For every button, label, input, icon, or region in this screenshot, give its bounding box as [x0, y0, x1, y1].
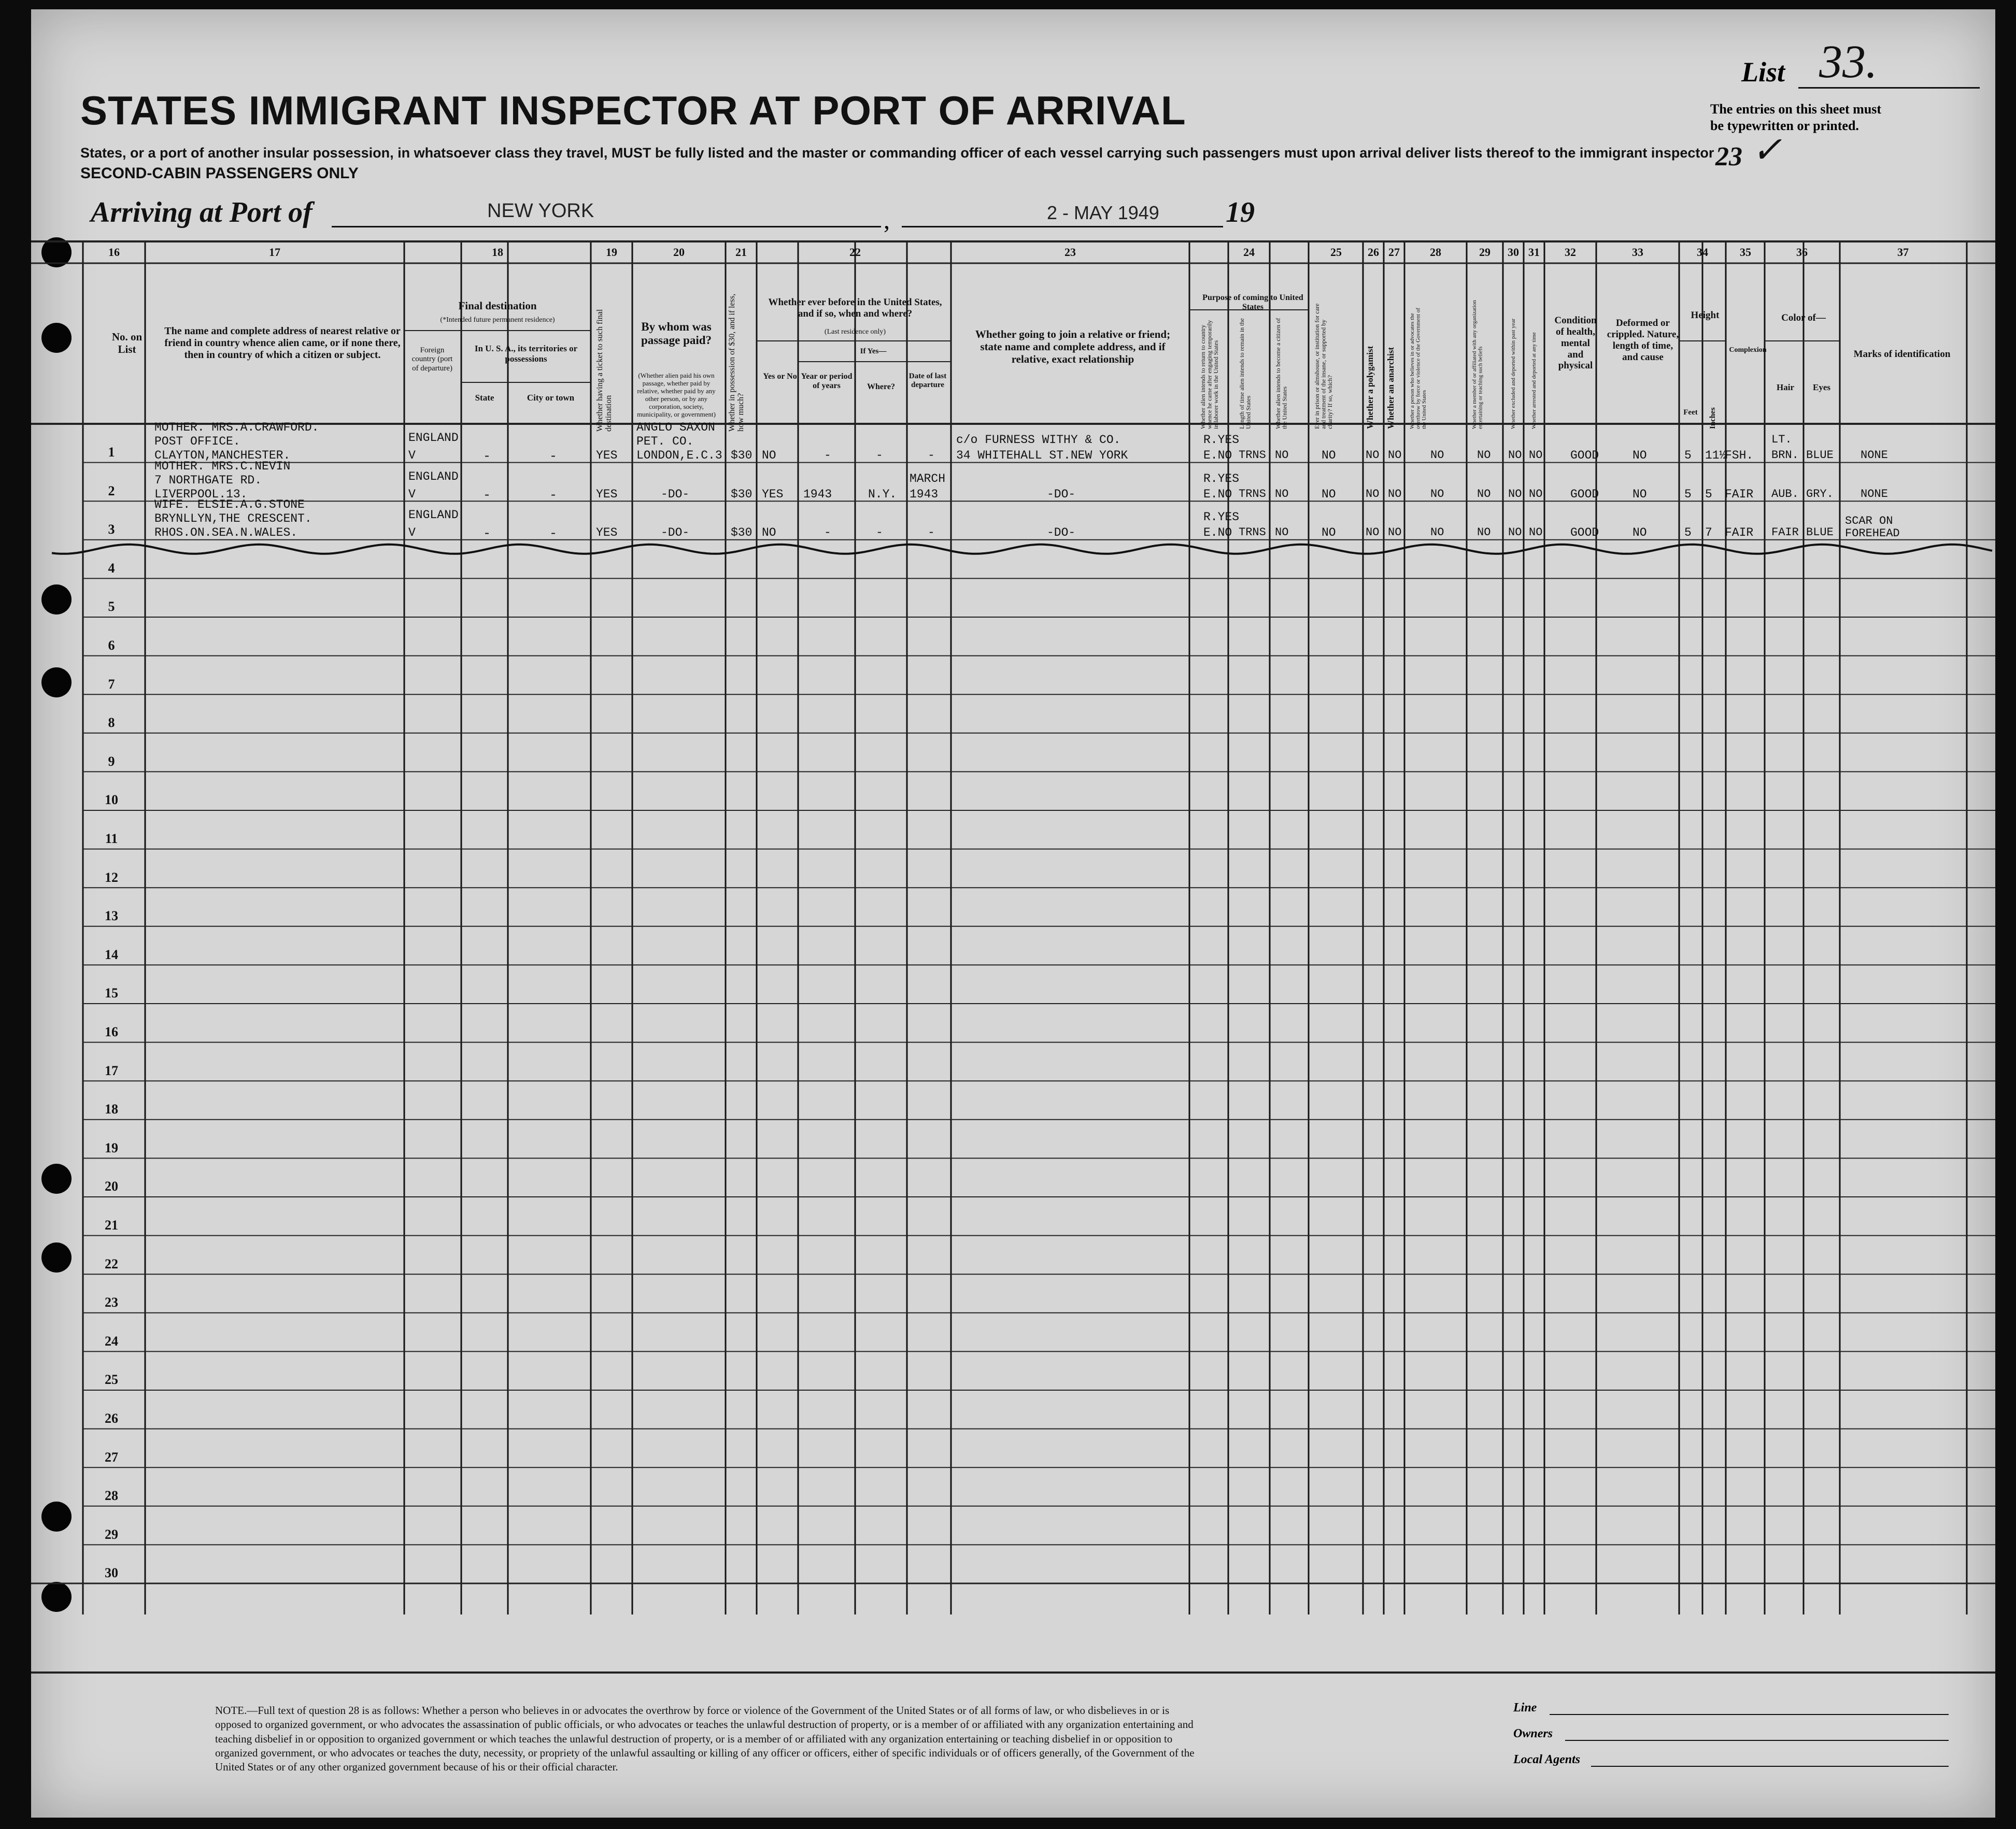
column-number: 26: [1368, 246, 1379, 259]
ticket-value: YES: [596, 487, 618, 501]
header-where: Where?: [867, 382, 895, 391]
column-number: 29: [1479, 246, 1490, 259]
row-number: 11: [105, 831, 118, 846]
header-yes-or-no: Yes or No: [763, 372, 797, 381]
row-number: 1: [108, 445, 115, 460]
purpose-return: E.NO: [1203, 487, 1232, 501]
row-number: 25: [105, 1372, 118, 1388]
row-number: 21: [105, 1218, 118, 1233]
column-number: 28: [1430, 246, 1441, 259]
instruction-line-2: SECOND-CABIN PASSENGERS ONLY: [80, 165, 359, 182]
header-final-destination: Final destination: [458, 299, 537, 312]
passage-paid-by: ANGLO SAXON: [636, 421, 715, 434]
header-c30: Whether excluded and deported within past year: [1510, 318, 1516, 429]
prison-value: NO: [1322, 449, 1336, 462]
header-c27: Whether an anarchist: [1386, 347, 1396, 429]
port-value: NEW YORK: [487, 200, 594, 222]
purpose-citizen: NO: [1275, 487, 1289, 501]
close-off-wave-line: [52, 545, 1992, 554]
row-number: 14: [105, 947, 118, 962]
foreign-country: V: [408, 487, 416, 501]
deformed-value: NO: [1632, 487, 1647, 501]
column-number: 20: [673, 246, 685, 259]
header-complexion: Complexion: [1729, 346, 1767, 354]
header-date-departure: Date of last departure: [908, 372, 947, 390]
join-relative-value: -DO-: [1047, 487, 1076, 501]
row-number: 4: [108, 560, 115, 576]
date-departure-value: -: [928, 449, 935, 462]
row-number: 12: [105, 869, 118, 885]
relative-address: BRYNLLYN,THE CRESCENT.: [154, 512, 312, 526]
complexion-value: FSH.: [1725, 449, 1754, 462]
grid-lines: [31, 9, 1995, 1818]
row-number: 23: [105, 1295, 118, 1310]
excluded-value: NO: [1508, 449, 1522, 462]
hair-value: BRN.: [1771, 449, 1799, 462]
anarchist-value: NO: [1388, 487, 1402, 501]
relative-address: 7 NORTHGATE RD.: [154, 473, 262, 487]
excluded-value: NO: [1508, 526, 1522, 539]
header-c26: Whether a polygamist: [1365, 346, 1375, 429]
header-ticket: Whether having a ticket to such final destination: [595, 309, 613, 432]
member-value: NO: [1477, 449, 1491, 462]
overthrow-value: NO: [1430, 449, 1444, 462]
ever-before-value: NO: [762, 526, 776, 540]
column-number: 36: [1796, 246, 1808, 259]
purpose-length: TRNS: [1239, 449, 1266, 462]
foreign-country: V: [408, 526, 416, 540]
ever-before-value: NO: [762, 449, 776, 462]
row-number: 26: [105, 1411, 118, 1426]
row-number: 9: [108, 753, 115, 769]
passage-paid-by: -DO-: [661, 487, 690, 501]
column-number: 23: [1064, 246, 1076, 259]
purpose-return: E.NO: [1203, 449, 1232, 462]
header-passage-paid: By whom was passage paid?: [641, 320, 712, 347]
column-number: 21: [735, 246, 747, 259]
footer-note: NOTE.—Full text of question 28 is as follows: Whether a person who believes in or advocates the overthrow by force or violence of the Government of the United States or of all forms of law, or who disbelieves in or is opposed to organized government, or who advocates the assassination of public officials, or who advocates or teaches the unlawful destruction of property, or is a member of or affiliated with any organization entertaining and teaching disbelief in or opposition to organized government or which teaches the unlawful destruction of property, or is a member of or affiliated with any organization entertaining or teaching disbelief in or opposition to organized government, or who advocates or teaches the duty, necessity, or propriety of the unlawful assaulting or killing of any officer or officers, either of specific individuals or of officers generally, of the Government of the United States or of any other organized government because of his or their official character.: [215, 1704, 1195, 1774]
eyes-value: BLUE: [1806, 449, 1834, 462]
comma-1: ,: [884, 207, 890, 234]
footer-owners-label: Owners: [1513, 1727, 1553, 1740]
header-height: Height: [1691, 310, 1720, 321]
overthrow-value: NO: [1430, 526, 1444, 539]
header-nearest-relative: The name and complete address of nearest relative or friend in country whence alien came, or if none there, then in country of which a citizen or subject.: [164, 325, 401, 361]
ticket-value: YES: [596, 526, 618, 540]
row-number: 24: [105, 1333, 118, 1349]
row-number: 18: [105, 1102, 118, 1117]
column-number: 33: [1632, 246, 1643, 259]
row-number: 27: [105, 1449, 118, 1465]
header-c29: Whether a member of or affiliated with any organization entertaining or teaching such beliefs: [1471, 300, 1484, 429]
complexion-value: FAIR: [1725, 526, 1754, 540]
hair-value: AUB.: [1771, 487, 1799, 501]
city-value: -: [549, 449, 558, 464]
typewritten-note-1: The entries on this sheet must: [1710, 102, 1882, 117]
header-feet: Feet: [1683, 408, 1698, 417]
year-value: -: [824, 449, 831, 462]
header-city: City or town: [527, 393, 575, 403]
marks-value: FOREHEAD: [1845, 527, 1900, 540]
purpose-return: R.YES: [1203, 433, 1240, 447]
footer-line-label: Line: [1513, 1701, 1537, 1714]
column-number: 31: [1528, 246, 1540, 259]
date-departure-value: MARCH: [910, 471, 946, 485]
row-number: 15: [105, 985, 118, 1001]
header-ever-before: Whether ever before in the United States, and if so, when and where?: [768, 297, 942, 319]
year-prefix: 19: [1226, 196, 1255, 228]
column-number: 35: [1740, 246, 1751, 259]
header-inches: Inches: [1709, 407, 1717, 429]
eyes-value: GRY.: [1806, 487, 1834, 501]
excluded-value: NO: [1508, 487, 1522, 501]
column-number: 25: [1330, 246, 1342, 259]
foreign-country: V: [408, 449, 416, 462]
row-number: 20: [105, 1179, 118, 1194]
deformed-value: NO: [1632, 449, 1647, 462]
header-possession-30: Whether in possession of $30, and if less, how much?: [728, 293, 745, 432]
deported-value: NO: [1529, 487, 1543, 501]
header-c31: Whether arrested and deported at any time: [1531, 332, 1537, 429]
instruction-line-1: States, or a port of another insular possession, in whatsoever class they travel, MUST be fully listed and the master or commanding officer of each vessel carrying such passengers must upon arrival deliver lists thereof to the immigrant inspector: [80, 145, 1714, 161]
column-number: 24: [1243, 246, 1255, 259]
header-purpose-b: Length of time alien intends to remain in the United States: [1238, 318, 1252, 429]
header-passage-paid-sub: (Whether alien paid his own passage, whether paid by relative, whether paid by any other person, or by any corporation, society, municipality, or government): [637, 371, 716, 418]
relative-address: POST OFFICE.: [154, 435, 240, 448]
date-departure-value: 1943: [910, 487, 939, 501]
column-number: 37: [1897, 246, 1909, 259]
header-marks: Marks of identification: [1853, 349, 1951, 360]
column-number: 30: [1508, 246, 1519, 259]
header-deformed: Deformed or crippled. Nature, length of time, and cause: [1607, 318, 1679, 363]
polygamist-value: NO: [1366, 526, 1380, 539]
row-number: 5: [108, 599, 115, 615]
passage-paid-by: LONDON,E.C.3: [636, 449, 722, 462]
column-number: 32: [1565, 246, 1576, 259]
column-number: 17: [269, 246, 280, 259]
prison-value: NO: [1322, 526, 1336, 540]
header-no-on-list: No. on List: [111, 331, 143, 356]
hair-value: FAIR: [1771, 526, 1799, 539]
where-value: N.Y.: [868, 487, 897, 501]
row-number: 8: [108, 715, 115, 731]
row-number: 2: [108, 483, 115, 498]
row-number: 6: [108, 638, 115, 653]
member-value: NO: [1477, 487, 1491, 501]
header-hair: Hair: [1777, 382, 1794, 392]
footer-agents-rule: [1591, 1766, 1949, 1767]
purpose-return: R.YES: [1203, 471, 1240, 485]
column-number: 27: [1388, 246, 1400, 259]
prison-value: NO: [1322, 487, 1336, 501]
sheet-mark: 23: [1715, 142, 1742, 172]
eyes-value: BLUE: [1806, 526, 1834, 539]
header-c25: Ever in prison or almshouse, or institution for care and treatment of the insane, or supported by charity? If so, which?: [1313, 303, 1334, 429]
deported-value: NO: [1529, 449, 1543, 462]
purpose-citizen: NO: [1275, 449, 1289, 462]
list-number: 33.: [1819, 36, 1878, 88]
join-relative-value: -DO-: [1047, 526, 1076, 540]
height-inches-value: 11½: [1705, 449, 1727, 462]
row-number: 7: [108, 676, 115, 692]
state-value: -: [483, 449, 491, 464]
hair-value: LT.: [1771, 433, 1792, 446]
foreign-country: ENGLAND: [408, 508, 459, 522]
header-join-relative: Whether going to join a relative or friend; state name and complete address, and if relative, exact relationship: [975, 328, 1171, 366]
join-relative-value: 34 WHITEHALL ST.NEW YORK: [956, 449, 1128, 462]
header-year-period: Year or period of years: [801, 372, 853, 391]
money-value: $30: [731, 449, 753, 462]
year-value: 1943: [803, 487, 832, 501]
anarchist-value: NO: [1388, 526, 1402, 539]
year-value: -: [824, 526, 831, 540]
header-purpose-c: Whether alien intends to become a citizen of the United States: [1274, 318, 1288, 429]
date-departure-value: -: [928, 526, 935, 540]
row-number: 29: [105, 1526, 118, 1542]
relative-address: LIVERPOOL.13.: [154, 487, 248, 501]
city-value: -: [549, 487, 558, 503]
row-number: 3: [108, 522, 115, 537]
header-ever-before-sub: (Last residence only): [824, 328, 886, 336]
marks-value: NONE: [1861, 449, 1888, 462]
row-number: 13: [105, 908, 118, 924]
header-if-yes: If Yes—: [860, 347, 887, 355]
row-number: 19: [105, 1140, 118, 1155]
relative-address: MOTHER. MRS.A.CRAWFORD.: [154, 421, 319, 434]
footer-line-rule: [1550, 1714, 1949, 1715]
purpose-return: R.YES: [1203, 510, 1240, 524]
deformed-value: NO: [1632, 526, 1647, 540]
date-stamp: 2 - MAY 1949: [1047, 202, 1159, 223]
foreign-country: ENGLAND: [408, 469, 459, 483]
state-value: -: [483, 526, 491, 541]
header-state: State: [475, 393, 494, 403]
column-number: 34: [1697, 246, 1708, 259]
header-final-destination-sub: (*Intended future permanent residence): [440, 316, 555, 324]
header-foreign-country: Foreign country (port of departure): [411, 346, 453, 373]
anarchist-value: NO: [1388, 449, 1402, 462]
height-inches-value: 5: [1705, 487, 1712, 501]
header-color-of: Color of—: [1781, 312, 1826, 323]
row-number: 17: [105, 1063, 118, 1078]
row-number: 22: [105, 1256, 118, 1271]
overthrow-value: NO: [1430, 487, 1444, 501]
header-eyes: Eyes: [1813, 382, 1830, 392]
row-number: 10: [105, 792, 118, 808]
row-number: 30: [105, 1565, 118, 1581]
city-value: -: [549, 526, 558, 541]
member-value: NO: [1477, 526, 1491, 539]
deported-value: NO: [1529, 526, 1543, 539]
column-number: 18: [492, 246, 503, 259]
height-feet-value: 5: [1684, 449, 1692, 462]
height-inches-value: 7: [1705, 526, 1712, 540]
page-title: STATES IMMIGRANT INSPECTOR AT PORT OF ARRIVAL: [80, 88, 1186, 133]
marks-value: NONE: [1861, 487, 1888, 501]
height-feet-value: 5: [1684, 526, 1692, 540]
where-value: -: [876, 449, 883, 462]
polygamist-value: NO: [1366, 487, 1380, 501]
header-condition: Condition of health, mental and physical: [1554, 315, 1597, 371]
check-mark-icon: ✓: [1752, 130, 1782, 170]
relative-address: MOTHER. MRS.C.NEVIN: [154, 459, 291, 473]
height-feet-value: 5: [1684, 487, 1692, 501]
header-purpose: Purpose of coming to United States: [1202, 293, 1303, 312]
health-value: GOOD: [1570, 449, 1599, 462]
purpose-citizen: NO: [1275, 526, 1289, 539]
header-in-usa: In U. S. A., its territories or possessions: [474, 344, 578, 364]
typewritten-note-2: be typewritten or printed.: [1710, 118, 1859, 133]
relative-address: CLAYTON,MANCHESTER.: [154, 449, 291, 462]
footer-agents-label: Local Agents: [1513, 1753, 1581, 1766]
purpose-return: E.NO: [1203, 526, 1232, 540]
passage-paid-by: -DO-: [661, 526, 690, 540]
state-value: -: [483, 487, 491, 503]
header-c28: Whether a person who believes in or advocates the overthrow by force or violence of the Government of the United States: [1409, 308, 1428, 429]
complexion-value: FAIR: [1725, 487, 1754, 501]
purpose-length: TRNS: [1239, 526, 1266, 539]
passage-paid-by: PET. CO.: [636, 435, 694, 448]
list-label: List: [1741, 56, 1785, 88]
row-number: 28: [105, 1488, 118, 1504]
polygamist-value: NO: [1366, 449, 1380, 462]
column-number: 22: [849, 246, 861, 259]
ever-before-value: YES: [762, 487, 784, 501]
ticket-value: YES: [596, 449, 618, 462]
relative-address: WIFE. ELSIE.A.G.STONE: [154, 498, 305, 512]
column-number: 19: [606, 246, 617, 259]
money-value: $30: [731, 487, 753, 501]
health-value: GOOD: [1570, 487, 1599, 501]
money-value: $30: [731, 526, 753, 540]
marks-value: SCAR ON: [1845, 515, 1893, 528]
purpose-length: TRNS: [1239, 487, 1266, 501]
where-value: -: [876, 526, 883, 540]
arriving-label: Arriving at Port of: [91, 196, 313, 228]
relative-address: RHOS.ON.SEA.N.WALES.: [154, 526, 298, 540]
foreign-country: ENGLAND: [408, 431, 459, 445]
header-purpose-a: Whether alien intends to return to country whence he came after engaging temporarily in laborer work in the United States: [1199, 320, 1220, 429]
footer-owners-rule: [1565, 1740, 1949, 1741]
join-relative-value: c/o FURNESS WITHY & CO.: [956, 433, 1121, 447]
health-value: GOOD: [1570, 526, 1599, 540]
manifest-sheet: [31, 9, 1995, 1818]
row-number: 16: [105, 1024, 118, 1039]
column-number: 16: [108, 246, 120, 259]
